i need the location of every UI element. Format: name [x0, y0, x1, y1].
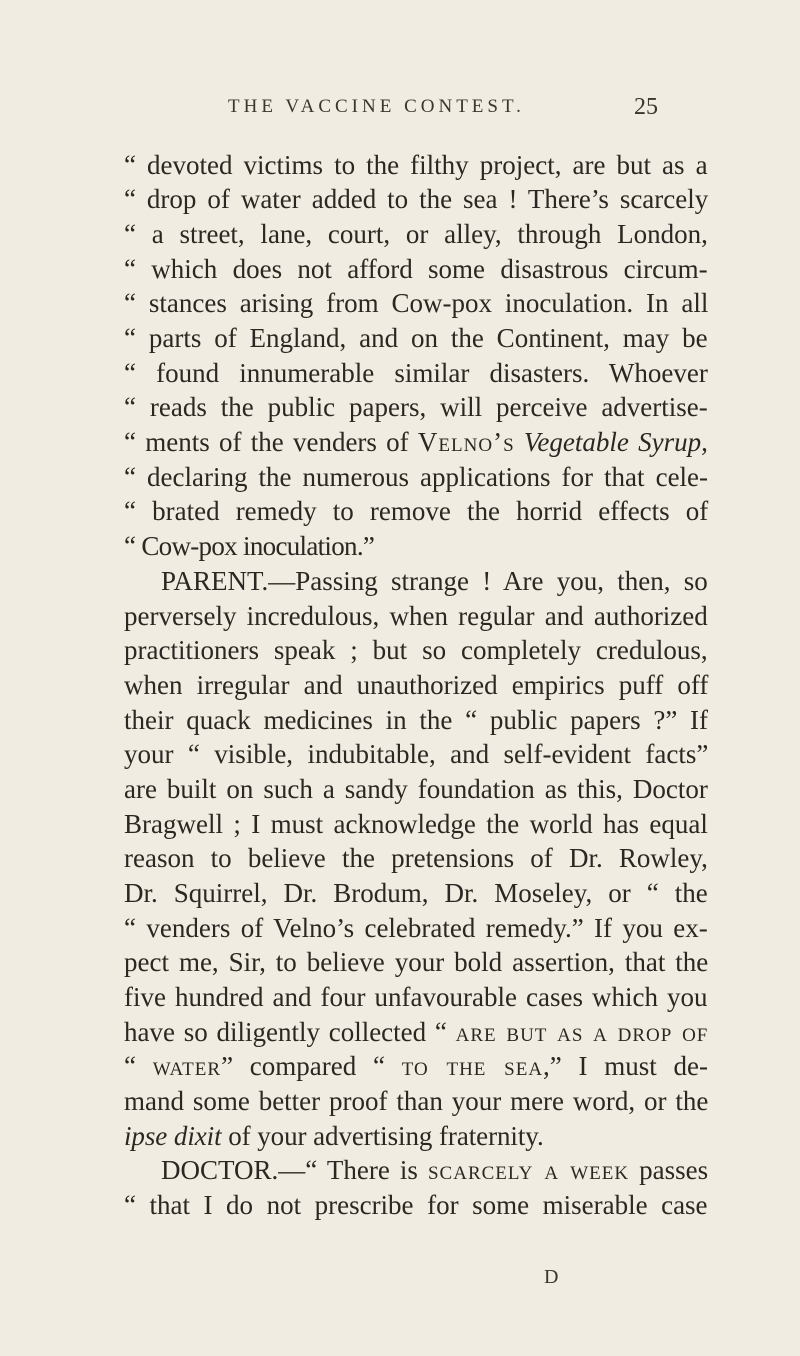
text-segment: “ that I do not prescribe for some miserable case	[124, 1190, 708, 1220]
text-line	[124, 425, 708, 459]
text-segment: “ devoted victims to the filthy project, are but as a	[124, 150, 708, 180]
text-line	[161, 1153, 708, 1187]
text-line	[124, 599, 708, 633]
text-line	[124, 668, 708, 702]
text-segment: PARENT.—Passing strange ! Are you, then, so	[161, 566, 708, 596]
text-line	[124, 321, 708, 355]
text-line	[124, 945, 708, 979]
text-segment: Velno’s	[417, 427, 515, 457]
text-segment: “ declaring the numerous applications for that cele-	[124, 462, 709, 492]
text-line	[124, 494, 708, 528]
text-line	[124, 148, 708, 182]
text-segment: mand some better proof than your mere word, or the	[124, 1086, 709, 1116]
text-segment: are built on such a sandy foundation as this, Doctor	[124, 774, 708, 804]
text-line	[124, 356, 708, 390]
text-line	[124, 980, 708, 1014]
text-segment: pect me, Sir, to believe your bold assertion, that the	[124, 947, 709, 977]
text-segment: ,” I must de-	[543, 1051, 709, 1081]
text-segment: Dr. Squirrel, Dr. Brodum, Dr. Moseley, or “ the	[124, 878, 708, 908]
text-segment: are but as a drop of	[455, 1017, 709, 1047]
text-line	[124, 217, 708, 251]
text-segment: to the sea	[401, 1051, 544, 1081]
text-segment: passes	[629, 1155, 709, 1185]
text-line	[124, 252, 708, 286]
text-line	[124, 460, 708, 494]
text-segment: “ a street, lane, court, or alley, through London,	[124, 219, 708, 249]
text-segment: have so diligently collected “	[124, 1017, 456, 1047]
text-line	[124, 876, 708, 910]
text-line	[124, 390, 708, 424]
text-line	[124, 1049, 708, 1083]
text-segment: ipse dixit	[124, 1121, 222, 1151]
text-line	[124, 911, 708, 945]
text-segment: “ brated remedy to remove the horrid effects of	[124, 496, 709, 526]
text-line	[124, 807, 708, 841]
text-line	[124, 1015, 708, 1049]
running-head	[0, 96, 800, 126]
text-segment: your “ visible, indubitable, and self-evident facts”	[124, 739, 709, 769]
text-line	[124, 286, 708, 320]
text-segment: “ Cow-pox inoculation.”	[124, 531, 375, 561]
text-segment: “ venders of Velno’s celebrated remedy.” If you ex-	[124, 913, 708, 943]
text-segment	[515, 427, 524, 457]
text-segment: practitioners speak ; but so completely credulous,	[124, 635, 708, 665]
text-segment: ” compared “	[221, 1051, 402, 1081]
text-line	[161, 564, 708, 598]
text-line	[124, 633, 708, 667]
text-line	[124, 1188, 708, 1222]
text-line	[124, 182, 708, 216]
text-segment: their quack medicines in the “ public papers ?” If	[124, 705, 709, 735]
text-segment: Vegetable Syrup,	[523, 427, 708, 457]
text-line	[124, 841, 708, 875]
text-segment: “ found innumerable similar disasters. Whoever	[124, 358, 708, 388]
text-segment: “ drop of water added to the sea ! There’s scarcely	[124, 184, 709, 214]
text-segment: scarcely a week	[427, 1155, 630, 1185]
running-head-title: THE VACCINE CONTEST.	[228, 96, 525, 117]
text-segment: reason to believe the pretensions of Dr. Rowley,	[124, 843, 708, 873]
text-line	[124, 1119, 544, 1153]
text-segment: DOCTOR.—“ There is	[161, 1155, 428, 1185]
signature-mark: D	[544, 1266, 559, 1288]
text-segment: “ stances arising from Cow-pox inoculation. In all	[124, 288, 709, 318]
text-segment: “ ments of the venders of	[124, 427, 418, 457]
text-segment: perversely incredulous, when regular and authorized	[124, 601, 708, 631]
text-line	[124, 529, 374, 563]
text-segment: “ which does not afford some disastrous circum-	[124, 254, 708, 284]
text-segment: five hundred and four unfavourable cases which you	[124, 982, 708, 1012]
text-segment: water	[152, 1051, 222, 1081]
text-segment: when irregular and unauthorized empirics puff off	[124, 670, 709, 700]
text-segment: Bragwell ; I must acknowledge the world has equal	[124, 809, 708, 839]
text-line	[124, 1084, 708, 1118]
text-segment: “ reads the public papers, will perceive advertise-	[124, 392, 708, 422]
text-line	[124, 772, 708, 806]
text-segment: “	[124, 1051, 153, 1081]
text-segment: “ parts of England, and on the Continent, may be	[124, 323, 708, 353]
text-line	[124, 703, 708, 737]
text-line	[124, 737, 708, 771]
page-number: 25	[634, 94, 658, 120]
text-segment: of your advertising fraternity.	[221, 1121, 544, 1151]
